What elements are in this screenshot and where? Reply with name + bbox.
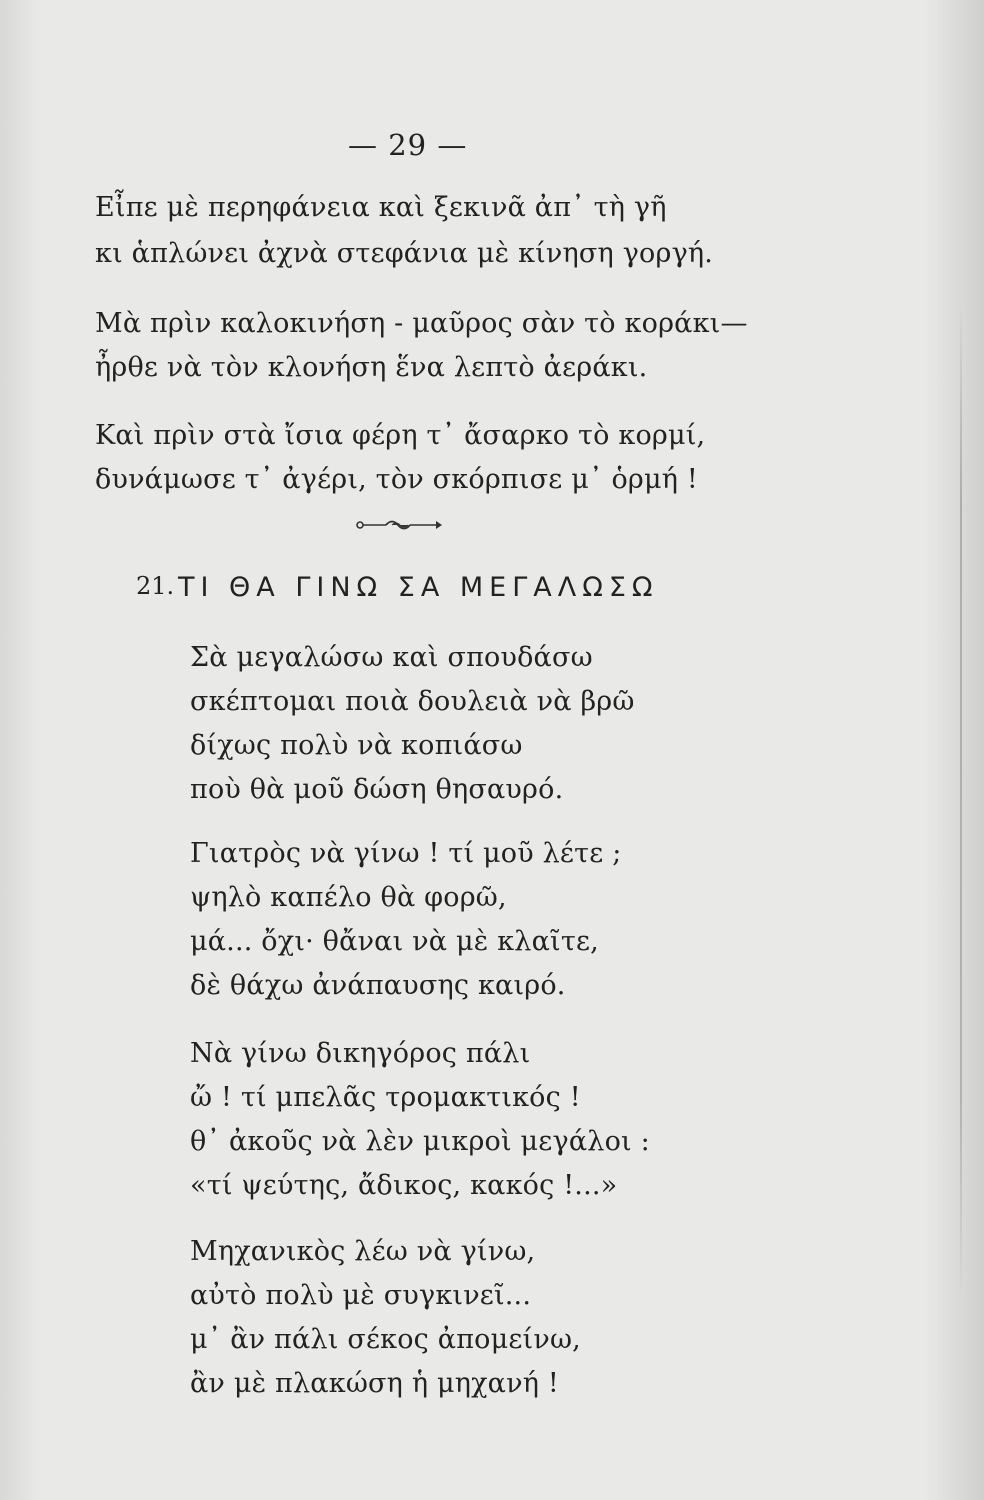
- page-shadow-left: [0, 0, 40, 1500]
- verse-line: ψηλὸ καπέλο θὰ φορῶ,: [190, 882, 507, 913]
- verse-line: Μηχανικὸς λέω νὰ γίνω,: [190, 1236, 536, 1267]
- verse-line: θ᾽ ἀκοῦς νὰ λὲν μικροὶ μεγάλοι :: [190, 1126, 650, 1157]
- page-edge-line: [960, 300, 962, 1300]
- verse-line: ὤ ! τί μπελᾶς τρομακτικός !: [190, 1082, 581, 1113]
- page-number: — 29 —: [348, 128, 468, 162]
- poem-number: 21.: [136, 572, 175, 600]
- verse-line: «τί ψεύτης, ἄδικος, κακός !...»: [190, 1170, 618, 1201]
- verse-line: ποὺ θὰ μοῦ δώση θησαυρό.: [190, 774, 564, 805]
- verse-line: μά... ὄχι· θἄναι νὰ μὲ κλαῖτε,: [190, 926, 599, 957]
- verse-line: σκέπτομαι ποιὰ δουλειὰ νὰ βρῶ: [190, 686, 635, 717]
- verse-line: ἂν μὲ πλακώση ἡ μηχανή !: [190, 1368, 559, 1399]
- decorative-ornament-icon: [352, 512, 452, 538]
- verse-line: Σὰ μεγαλώσω καὶ σπουδάσω: [190, 642, 593, 673]
- verse-line: Εἶπε μὲ περηφάνεια καὶ ξεκινᾶ ἀπ᾽ τὴ γῆ: [95, 192, 667, 223]
- page-shadow-right: [924, 0, 984, 1500]
- verse-line: δίχως πολὺ νὰ κοπιάσω: [190, 730, 523, 761]
- verse-line: δὲ θάχω ἀνάπαυσης καιρό.: [190, 970, 566, 1001]
- verse-line: κι ἁπλώνει ἀχνὰ στεφάνια μὲ κίνηση γοργή.: [95, 238, 714, 269]
- poem-title: ΤΙ ΘΑ ΓΙΝΩ ΣΑ ΜΕΓΑΛΩΣΩ: [178, 572, 659, 603]
- verse-line: Μὰ πρὶν καλοκινήση - μαῦρος σὰν τὸ κοράκι—: [95, 308, 748, 339]
- verse-line: Νὰ γίνω δικηγόρος πάλι: [190, 1038, 531, 1069]
- verse-line: μ᾽ ἂν πάλι σέκος ἀπομείνω,: [190, 1324, 581, 1355]
- verse-line: ἦρθε νὰ τὸν κλονήση ἕνα λεπτὸ ἀεράκι.: [95, 352, 648, 383]
- verse-line: Γιατρὸς νὰ γίνω ! τί μοῦ λέτε ;: [190, 838, 622, 869]
- verse-line: Καὶ πρὶν στὰ ἴσια φέρη τ᾽ ἄσαρκο τὸ κορμί,: [95, 420, 706, 451]
- verse-line: δυνάμωσε τ᾽ ἀγέρι, τὸν σκόρπισε μ᾽ ὁρμή !: [95, 464, 698, 495]
- verse-line: αὐτὸ πολὺ μὲ συγκινεῖ...: [190, 1280, 532, 1311]
